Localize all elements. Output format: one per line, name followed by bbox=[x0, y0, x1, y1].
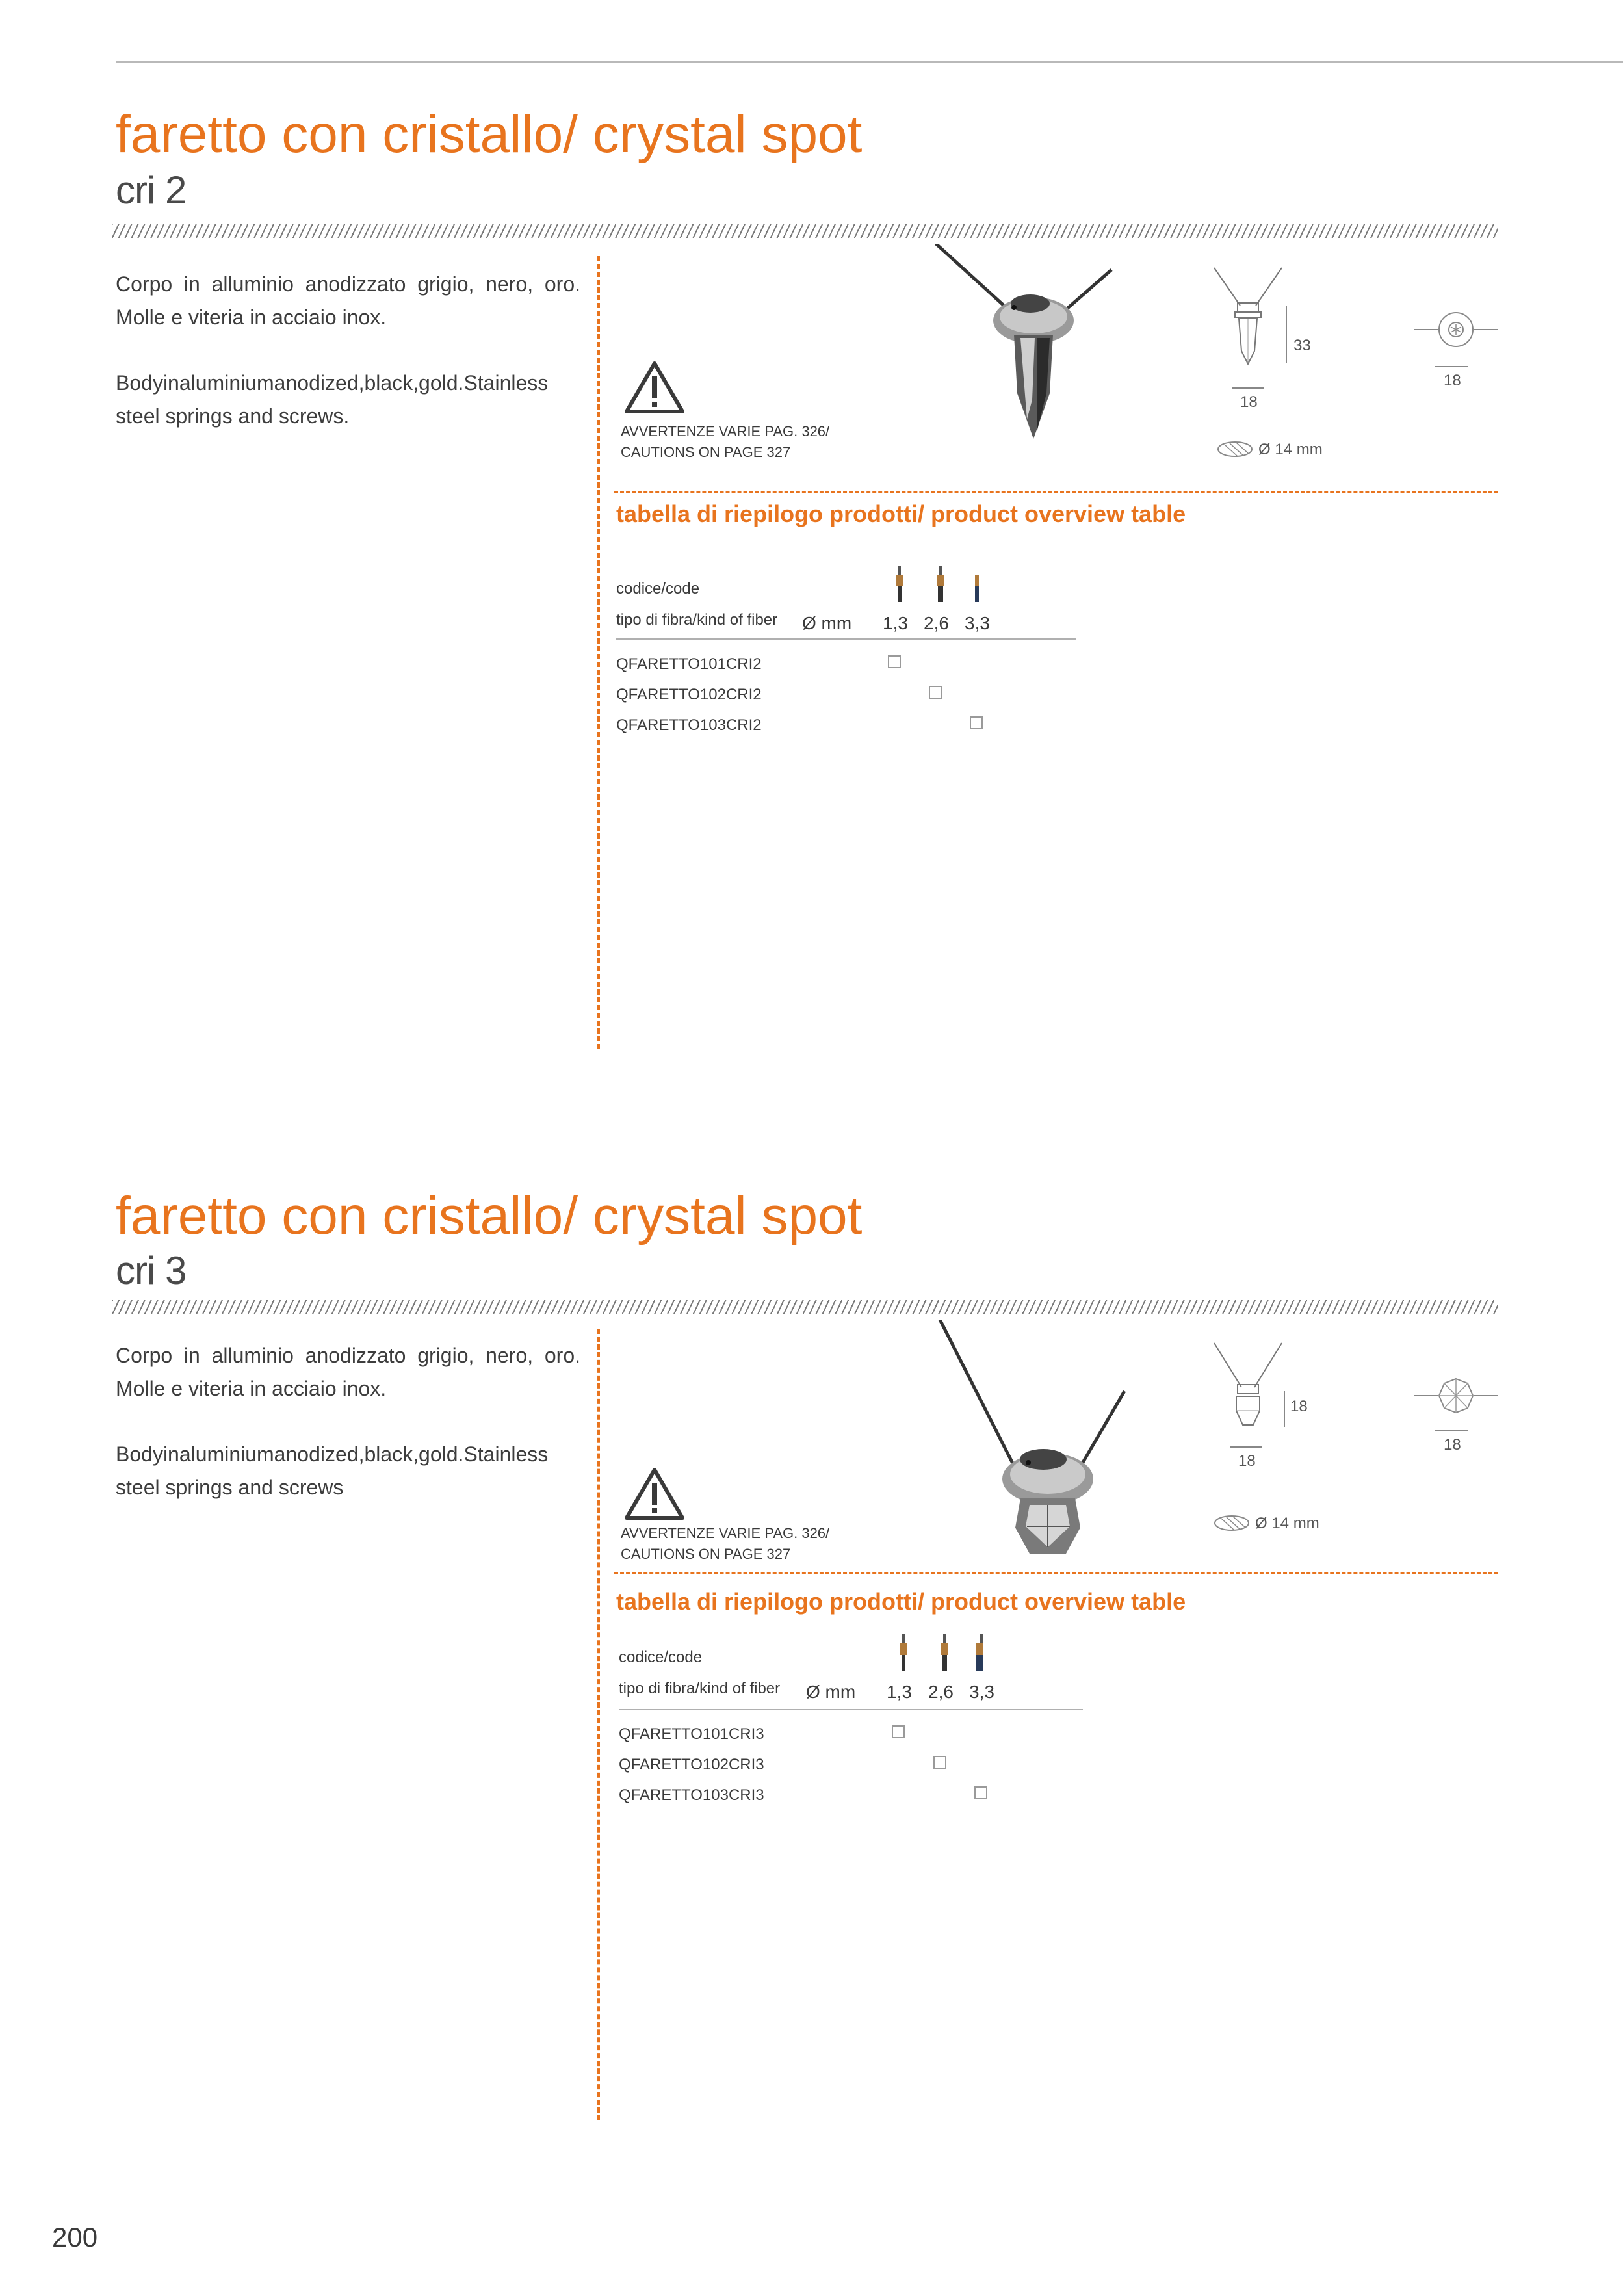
table-title: tabella di riepilogo prodotti/ product overview table bbox=[616, 1588, 1186, 1615]
fiber-connector-icon bbox=[975, 566, 979, 602]
checkbox-row3-3-3[interactable] bbox=[974, 1786, 987, 1799]
checkbox-row3-3-3[interactable] bbox=[970, 716, 983, 729]
column-divider bbox=[597, 256, 600, 1049]
description-italian: Corpo in alluminio anodizzato grigio, nero, oro. Molle e viteria in acciaio inox. bbox=[116, 1344, 580, 1400]
model-name: cri 2 bbox=[116, 168, 187, 212]
height-dimension: 33 bbox=[1293, 337, 1311, 354]
fiber-label: tipo di fibra/kind of fiber bbox=[616, 611, 778, 629]
hole-diameter: Ø 14 mm bbox=[1255, 1515, 1319, 1532]
code-label: codice/code bbox=[619, 1649, 703, 1666]
column-divider bbox=[597, 1329, 600, 2120]
fiber-label: tipo di fibra/kind of fiber bbox=[619, 1680, 781, 1697]
checkbox-row2-2-6[interactable] bbox=[929, 686, 942, 699]
warning-text bbox=[621, 421, 829, 463]
fiber-size-2: 2,6 bbox=[928, 1682, 954, 1702]
warning-line-2: CAUTIONS ON PAGE 327 bbox=[621, 444, 791, 460]
fiber-size-1: 1,3 bbox=[883, 613, 908, 633]
table-divider bbox=[614, 1572, 1498, 1574]
table-row-code: QFARETTO102CRI3 bbox=[619, 1756, 764, 1773]
table-divider bbox=[614, 491, 1498, 493]
model-name: cri 3 bbox=[116, 1249, 187, 1292]
warning-text bbox=[621, 1523, 829, 1565]
checkbox-row1-1-3[interactable] bbox=[888, 655, 901, 668]
table-header-rule bbox=[619, 1709, 1083, 1710]
side-drawing-icon bbox=[1209, 267, 1293, 377]
warning-icon bbox=[624, 361, 685, 414]
top-width-dimension: 18 bbox=[1444, 372, 1461, 389]
side-width-dimension: 18 bbox=[1238, 1452, 1256, 1470]
warning-line-1: AVVERTENZE VARIE PAG. 326/ bbox=[621, 423, 830, 439]
fiber-size-3: 3,3 bbox=[969, 1682, 994, 1702]
fiber-connector-icon bbox=[900, 1634, 907, 1671]
top-width-dimension: 18 bbox=[1444, 1436, 1461, 1454]
description-english: Bodyinaluminiumanodized,black,gold.Stainless steel springs and screws. bbox=[116, 371, 549, 428]
checkbox-row1-1-3[interactable] bbox=[892, 1725, 905, 1738]
top-rule bbox=[116, 61, 1623, 63]
fiber-size-2: 2,6 bbox=[924, 613, 949, 633]
fiber-connector-icons bbox=[892, 1633, 983, 1673]
diameter-unit: Ø mm bbox=[806, 1682, 856, 1702]
warning-line-2: CAUTIONS ON PAGE 327 bbox=[621, 1546, 791, 1562]
table-row-code: QFARETTO101CRI3 bbox=[619, 1725, 764, 1743]
hole-icon bbox=[1212, 1513, 1251, 1533]
height-dimension-line bbox=[1286, 306, 1287, 363]
fiber-connector-icon bbox=[896, 566, 903, 602]
hatch-divider bbox=[112, 224, 1498, 238]
hole-icon bbox=[1215, 439, 1254, 459]
top-width-dimension-line bbox=[1435, 1430, 1468, 1431]
product-photo-cri3 bbox=[936, 1320, 1144, 1567]
table-row-code: QFARETTO102CRI2 bbox=[616, 686, 762, 703]
fiber-size-3: 3,3 bbox=[965, 613, 990, 633]
fiber-size-1: 1,3 bbox=[887, 1682, 912, 1702]
code-label: codice/code bbox=[616, 580, 700, 597]
hole-diameter: Ø 14 mm bbox=[1258, 441, 1323, 458]
height-dimension-line bbox=[1284, 1391, 1285, 1427]
description-english: Bodyinaluminiumanodized,black,gold.Stainless steel springs and screws bbox=[116, 1442, 549, 1499]
warning-icon bbox=[624, 1467, 685, 1520]
top-width-dimension-line bbox=[1435, 366, 1468, 367]
diameter-unit: Ø mm bbox=[802, 613, 852, 633]
table-header-rule bbox=[616, 638, 1076, 640]
description bbox=[116, 268, 580, 465]
fiber-connector-icons bbox=[888, 564, 979, 605]
width-dimension-line bbox=[1230, 1446, 1262, 1448]
fiber-connector-icon bbox=[941, 1634, 948, 1671]
top-drawing-icon bbox=[1414, 307, 1498, 352]
table-row-code: QFARETTO103CRI3 bbox=[619, 1786, 764, 1804]
table-row-code: QFARETTO101CRI2 bbox=[616, 655, 762, 673]
fiber-connector-icon bbox=[937, 566, 944, 602]
section-title: faretto con cristallo/ crystal spot bbox=[116, 105, 863, 164]
top-drawing-icon bbox=[1414, 1373, 1498, 1418]
page-number: 200 bbox=[52, 2222, 98, 2252]
table-row-code: QFARETTO103CRI2 bbox=[616, 716, 762, 734]
product-photo-cri2 bbox=[923, 244, 1131, 452]
section-title: faretto con cristallo/ crystal spot bbox=[116, 1186, 863, 1246]
fiber-connector-icon bbox=[976, 1634, 983, 1671]
description bbox=[116, 1339, 580, 1537]
height-dimension: 18 bbox=[1290, 1398, 1308, 1415]
description-italian: Corpo in alluminio anodizzato grigio, nero, oro. Molle e viteria in acciaio inox. bbox=[116, 272, 580, 329]
warning-line-1: AVVERTENZE VARIE PAG. 326/ bbox=[621, 1525, 830, 1541]
width-dimension-line bbox=[1232, 387, 1264, 389]
checkbox-row2-2-6[interactable] bbox=[933, 1756, 946, 1769]
side-drawing-icon bbox=[1209, 1342, 1293, 1439]
table-title: tabella di riepilogo prodotti/ product overview table bbox=[616, 501, 1186, 527]
side-width-dimension: 18 bbox=[1240, 393, 1258, 411]
hatch-divider bbox=[112, 1300, 1498, 1314]
